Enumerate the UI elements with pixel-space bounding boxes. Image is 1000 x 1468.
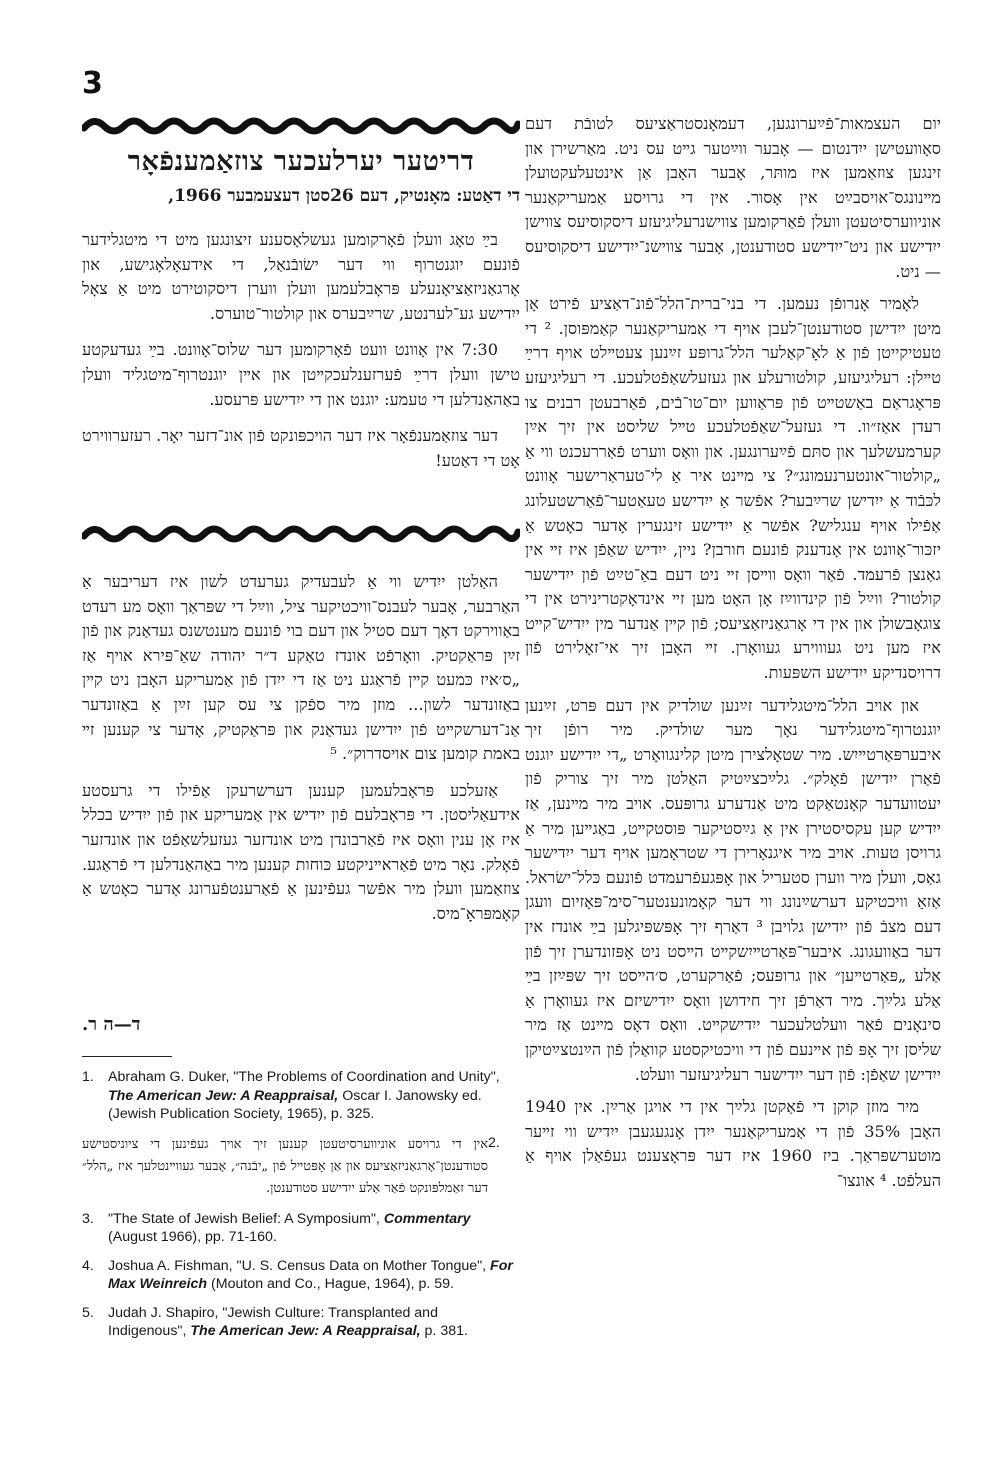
announcement-title: דריטער יערלעכער צוזאַמענפֿאָר	[127, 146, 475, 177]
footnote-3	[82, 1210, 514, 1247]
footnote-number: 4.	[82, 1257, 94, 1274]
paragraph: מיר מוזן קוקן די פֿאַקטן גלײַך אין די אויגן אַרײַן. אין 1940 האָבן 35% פֿון די אַמעריקאַנער ייִדן אָנגעגעבן ייִדיש ווי זײער מוטערשפּראַך. ביז 1960 איז דער פּראָצענט געפֿאַלן אויף אַ העלפֿט. ⁴ אונצו־	[525, 1097, 941, 1190]
footnote-2	[82, 1134, 514, 1200]
paragraph: האַלטן ייִדיש ווי אַ לעבעדיק גערעדט לשון איז דעריבער אַ האַרבער, אָבער לעבנס־וויכטיקער ציל, ווײַל די שפּראַך וואָס מע רעדט באַווירקט דאָך דעם סטיל און דעם בוי פֿונעם מענטשנס געדאַנק און פֿון זײַן פּראַקטיק. וואָרפֿט אונדז טאַקע ד״ר יהודה שאַ־פּירא אויף אַז „ס׳איז כּמעט קײן פֿראַגע ניט אַז די ייִדן פֿון אַמעריקע האָבן ניט קײן באַזונדער לשון... מוזן מיר ספֿקן צי עס קען זײַן אַ באַזונדער אַנ־דערשקײט פֿון ייִדישן געדאַנק און פּראַקטיק, אָדער צי קענען זײ באמת קומען צום אויסדרוק״. ⁵	[82, 572, 520, 764]
footnote-text: אין די גרויסע אוניווערסיטעטן קענען זיך אויך געפֿינען די ציוניסטישע סטודענטן־אָרגאַניזאַציעס און אַן אָפּטײל פֿון „יבֿנה״, אָבער געווײנטלעך איז „הלל״ דער זאַמלפּונקט פֿאַר אַלע ייִדישע סטודענטן.	[82, 1136, 488, 1196]
footnote-5	[82, 1304, 514, 1341]
footnote-rest: (August 1966), pp. 71-160.	[108, 1229, 277, 1245]
footnote-number: 5.	[82, 1304, 94, 1321]
footnote-text: Judah J. Shapiro, "Jewish Culture: Transplanted and Indigenous",	[108, 1304, 438, 1339]
footnote-number: 1.	[82, 1069, 94, 1085]
wave-divider-top	[82, 112, 520, 140]
paragraph: יום העצמאות־פֿײַערונגען, דעמאָנסטראַציעס לטובֿת דעם סאָוועטישן ייִדנטום — אָבער ווײַטער גײט עס ניט. מאַרשירן און זינגען צוזאַמען איז מותּר, אָבער האָבן אַן אינטעלעקטועלן מײנונגס־אויסבײַט אין אָסור. אין די גרויסע אַמעריקאַנער אוניווערסיטעטן וועלן פֿאַרקומען צווישנרעליגיעזע דיסקוסיעס צווישן ייִדישע און ניט־ייִדישע סטודענטן, אָבער צווישנ־ייִדישע דיסקוסיעס — ניט.	[525, 114, 941, 281]
right-column	[525, 112, 941, 1202]
announcement-body	[82, 228, 520, 485]
footnote-rest: p. 381.	[424, 1323, 468, 1339]
paragraph: דער צוזאַמענפֿאָר איז דער הויכפּונקט פֿון אונ־דזער יאָר. רעזערווירט אָט די דאַטע!	[82, 426, 520, 470]
paragraph: בײַ טאָג וועלן פֿאָרקומען געשלאָסענע זיצונגען מיט די מיטגלידער פֿונעם יוגנטרוף ווי דער ישׂובֿנאַל, די אידעאָלאָגישע, און אָרגאַניזאַציאָנעלע פּראָבלעמען וועלן ווערן דיסקוטירט מיט אַ צאָל ייִדישע גע־לערנטע, שרײַבערס און קולטור־טוערס.	[82, 230, 520, 323]
footnote-title: For Max Weinreich	[108, 1257, 513, 1292]
paragraph: 7:30 אין אָוונט וועט פֿאָרקומען דער שלוס־אָוונט. בײַ געדעקטע טישן וועלן דרײַ פֿערזענלעכקײטן און אײן יוגנטרוף־מיטגליד וועלן באַהאַנדלען די טעמע: יוגנט און די ייִדישע פּרעסע.	[82, 340, 520, 409]
left-column	[82, 570, 520, 938]
footnote-text: Abraham G. Duker, "The Problems of Coordination and Unity",	[108, 1069, 500, 1085]
footnote-4	[82, 1257, 514, 1294]
footnote-rest: (Mouton and Co., Hague, 1964), p. 59.	[211, 1276, 454, 1292]
footnote-text: "The State of Jewish Belief: A Symposium",	[108, 1210, 380, 1227]
paragraph: לאָמיר אָנרופֿן נעמען. די בני־ברית־הלל־פֿונ־דאַציע פֿירט אָן מיטן ייִדישן סטודענטן־לעבן אויף די אַמעריקאַנער קאַמפּוסן. ² די טעטיקייטן פֿון אַ לאָ־קאַלער הלל־גרופּע זײַנען צעטײלט אויף דרײַ טײלן: רעליגיעזע, קולטורעלע און געזעלשאַפֿטלעכע. די רעליגיעזע פּראָגראַם באַשטײט פֿון פּראַווען יום־טו־בֿים, פֿאַרבעטן רבנים צו רעדן אאַז״וו. די געזעל־שאַפֿטלעכע טײל שליסט אין זיך אײַן קערמעשלעך און סתּם פֿײַערונגען. און וואָס ווערט פֿאַררעכנט ווי אַ „קולטור־אונטערנעמונג״? צי מײנט איר אַ לי־טעראַרישער אָוונט לכּבֿוד אַ ייִדישן שרײַבער? אפֿשר אַ ייִדישע טעאַטער־פֿאַרשטעלונג אַפֿילו אויף ענגליש? אפֿשר אַ ייִדישע זינגערין אָדער כאָטש אַ יזכּור־אָוונט אין אָנדענק פֿונעם חורבן? ניין, ייִדיש שאַפֿן איז זײ אין גאַנצן פֿרעמד. פֿאַר וואָס ווײסן זײ ניט דעם באַ־טײַט פֿון ייִדישער קולטור? ווײַל פֿון קינדווײַז אָן האָט מען זײ אינדאָקטרינירט אין די צוגאָבשולן און אין די אָרגאַניזאַציעס; פֿון קײן אַנדער מין ייִדיש־קײט איז מען ניט געוווירע געוואָרן. זײ האָבן זיך אי־זאָלירט פֿון דרויסנדיקע ייִדישע השפּעות.	[525, 294, 941, 683]
footnote-number: 3.	[82, 1210, 94, 1227]
footnote-text: Joshua A. Fishman, "U. S. Census Data on Mother Tongue",	[108, 1257, 487, 1274]
footnote-title: The American Jew: A Reappraisal,	[190, 1323, 421, 1339]
footnote-rule	[82, 1056, 172, 1057]
footnote-1	[82, 1068, 514, 1124]
wave-divider-bottom	[82, 520, 520, 548]
footnote-title: Commentary	[383, 1210, 471, 1227]
footnote-rest: Oscar I. Janowsky ed. (Jewish Publication Society, 1965), p. 325.	[108, 1087, 482, 1122]
footnotes	[82, 1068, 514, 1351]
announcement-date: די דאַטע: מאָנטיק, דעם 26סטן דעצעמבער 1966,	[168, 186, 520, 206]
paragraph: אַזעלכע פּראָבלעמען קענען דערשרעקן אַפֿילו די גרעסטע אידעאַליסטן. די פּראָבלעם פֿון ייִדיש אין אַמעריקע און פֿון ייִדיש בכלל איז אָן ענין וואָס איז פֿאַרבונדן מיט אונדזער געזעלשאַפֿט און אונדזער פֿאָלק. נאָר מיט פֿאַראײניקטע כּוחות קענען מיר באַהאַנדלען די פֿראַגע. צוזאַמען וועלן מיר אפֿשר געפֿינען אַ פֿאַרענטפֿערונג אָדער כאָטש אַ קאָמפּראָ־מיס.	[82, 780, 520, 923]
author-signature: ד—ה ר.	[82, 1014, 141, 1035]
footnote-number: 2.	[488, 1134, 500, 1151]
page-number: 3	[82, 66, 103, 101]
footnote-title: The American Jew: A Reappraisal,	[108, 1087, 339, 1104]
paragraph: און אויב הלל־מיטגלידער זײַנען שולדיק אין דעם פּרט, זײַנען יוגנטרוף־מיטגלידער נאָך מער שולדיק. מיר רופֿן זיך איבערפּאַרטײיִש. מיר שטאָלצירן מיטן קלינגוואָרט „די ייִדישע יוגנט פֿאַרן ייִדישן פֿאָלק״. גלײַכצײַטיק האַלטן מיר זיך צוריק פֿון יעטוועדער קאָנטאַקט מיט אַנדערע גרופּעס. אויב מיר מײנען, אַז ייִדיש קען עקסיסטירן אין אַ גײַסטיקער פּוסטקײט, באַגײען מיר אַ גרויסן טעות. אויב מיר איגנאָרירן די שטראָמען אויף דער ייִדישער גאַס, וועלן מיר ווערן סטעריל און אָפּגעפֿרעמדט פֿונעם כּלל־ישׂראל. אַזאַ וויכטיקע דערשײַנונג ווי דער קאָמונענטער־סימ־פּאָזיום וועגן דעם מצבֿ פֿון ייִדישן גלויבן ³ דאַרף זיך אָפּשפּיגלען בײַ אונדז אין דער באַוועגונג. איבער־פּאַרטײיִשקײט הײסט ניט אָפּזונדערן זיך פֿון אַלע „פּאַרטײען״ און גרופּעס; פֿאַרקערט, ס׳הײסט זיך שפּײַזן בײַ אַלע גלײַך. מיר דאַרפֿן זיך חידושן וואָס ייִדישיזם איז געוואָרן אַ סינאָנים פֿאַר וועלטלעכער ייִדישקײט. וואָס דאָס מײנט אַז מיר שליסן זיך אָפּ פֿון אײנעם פֿון די וויכטיקסטע קוואַלן פֿון הײַנטצײַטיקן ייִדישן שאַפֿן: פֿון דער ייִדישער רעליגיעזער וועלט.	[525, 695, 941, 1084]
